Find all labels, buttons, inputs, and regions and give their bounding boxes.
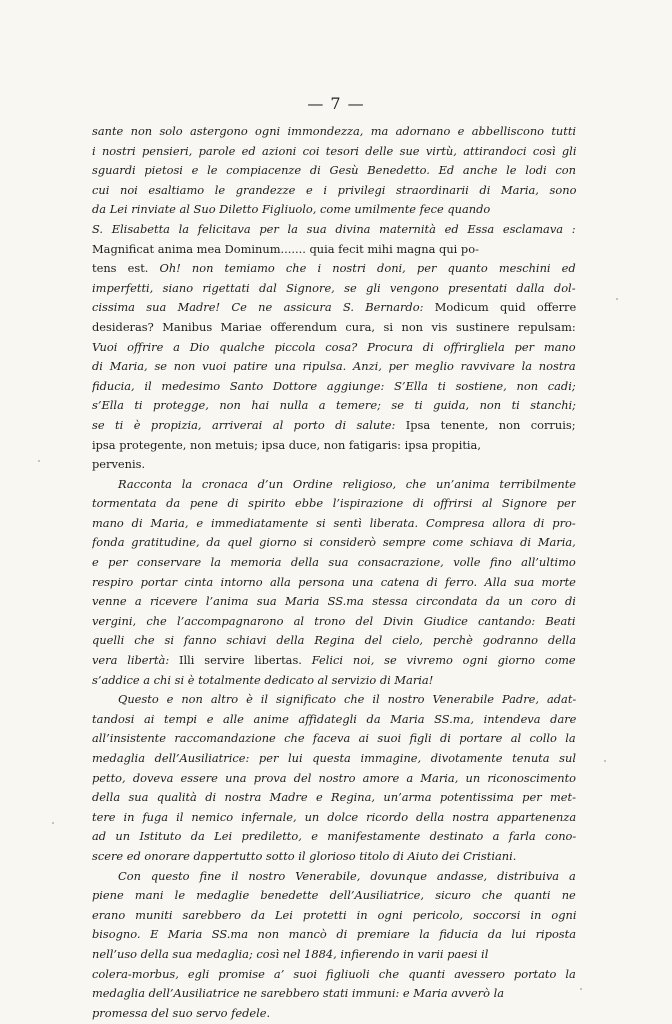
body-text — [92, 122, 576, 1023]
italic-segment: bisogno. E Maria SS.ma non mancò di premiare la fiducia da lui riposta — [92, 927, 576, 942]
italic-segment: ad un Istituto da Lei prediletto, e manifestamente destinato a farla cono- — [92, 829, 576, 844]
text-line — [92, 200, 576, 220]
text-line — [92, 906, 576, 926]
text-line — [92, 357, 576, 377]
text-line — [92, 671, 576, 691]
text-line — [92, 573, 576, 593]
italic-segment: petto, doveva essere una prova del nostro amore a Maria, un riconoscimento — [92, 770, 576, 785]
italic-segment: Con questo fine il nostro Venerabile, dovunque andasse, distribuiva a — [118, 868, 576, 883]
text-line — [92, 749, 576, 769]
scan-speck — [604, 760, 606, 762]
text-line — [92, 984, 576, 1004]
italic-segment: medaglia dell’Ausiliatrice ne sarebbero stati immuni: e Maria avverò la — [92, 986, 505, 1001]
roman-segment: ipsa protegente, non metuis; ipsa duce, non fatigaris: ipsa propitia, — [92, 437, 481, 452]
text-line — [92, 631, 576, 651]
text-line — [92, 338, 576, 358]
italic-segment: Questo e non altro è il significato che il nostro Venerabile Padre, adat- — [118, 692, 576, 707]
italic-segment: vergini, che l’accompagnarono al trono del Divin Giudice cantando: Beati — [92, 613, 576, 628]
italic-segment: fiducia, il medesimo Santo Dottore aggiunge: S’Ella ti sostiene, non cadi; — [92, 378, 576, 393]
roman-segment: Illi servire libertas. — [179, 653, 312, 668]
italic-segment: s’addice a chi si è totalmente dedicato al servizio di Maria! — [92, 672, 434, 687]
italic-segment: respiro portar cinta intorno alla persona una catena di ferro. Alla sua morte — [92, 574, 576, 589]
italic-segment: Felici noi, se vivremo ogni giorno come — [311, 653, 576, 668]
text-line — [92, 377, 576, 397]
text-line — [92, 827, 576, 847]
text-line — [92, 259, 576, 279]
text-line — [92, 318, 576, 338]
text-line — [92, 808, 576, 828]
italic-segment: imperfetti, siano rigettati dal Signore, se gli vengono presentati dalla dol- — [92, 280, 576, 295]
italic-segment: tormentata da pene di spirito ebbe l’ispirazione di offrirsi al Signore per — [92, 496, 576, 511]
roman-segment: Magnificat anima mea Dominum....... quia fecit mihi magna qui po- — [92, 241, 479, 256]
italic-segment: se ti è propizia, arriverai al porto di salute: — [92, 417, 406, 432]
italic-segment: promessa del suo servo fedele. — [92, 1005, 271, 1020]
text-line — [92, 769, 576, 789]
page-number: — 7 — — [307, 94, 365, 113]
text-line — [92, 298, 576, 318]
text-line — [92, 867, 576, 887]
text-line — [92, 788, 576, 808]
italic-segment: e per conservare la memoria della sua consacrazione, volle fino all’ultimo — [92, 555, 576, 570]
text-line — [92, 612, 576, 632]
italic-segment: da Lei rinviate al Suo Diletto Figliuolo, come umilmente fece quando — [92, 202, 491, 217]
text-line — [92, 475, 576, 495]
italic-segment: colera-morbus, egli promise a’ suoi figliuoli che quanti avessero portato la — [92, 966, 576, 981]
text-line — [92, 220, 576, 240]
italic-segment: nell’uso della sua medaglia; così nel 1884, infierendo in varii paesi il — [92, 946, 489, 961]
roman-segment: Modicum quid offerre — [434, 300, 576, 315]
text-line — [92, 925, 576, 945]
text-line — [92, 240, 576, 260]
italic-segment: vera libertà: — [92, 653, 179, 668]
italic-segment: Oh! non temiamo che i nostri doni, per quanto meschini ed — [159, 261, 576, 276]
text-line — [92, 436, 576, 456]
italic-segment: s’Ella ti protegge, non hai nulla a temere; se ti guida, non ti stanchi; — [92, 398, 576, 413]
text-line — [92, 533, 576, 553]
text-line — [92, 494, 576, 514]
italic-segment: i nostri pensieri, parole ed azioni coi tesori delle sue virtù, attirandoci così gli — [92, 143, 576, 158]
text-line — [92, 161, 576, 181]
text-line — [92, 122, 576, 142]
roman-segment: pervenis. — [92, 457, 146, 472]
text-line — [92, 651, 576, 671]
italic-segment: S. Elisabetta la felicitava per la sua divina maternità ed Essa esclamava : — [92, 221, 576, 236]
italic-segment: scere ed onorare dappertutto sotto il glorioso titolo di Aiuto dei Cristiani. — [92, 848, 517, 863]
text-line — [92, 729, 576, 749]
italic-segment: medaglia dell’Ausiliatrice: per lui questa immagine, divotamente tenuta sul — [92, 751, 576, 765]
scan-speck — [580, 988, 582, 990]
italic-segment: cissima sua Madre! Ce ne assicura S. Bernardo: — [92, 300, 435, 315]
italic-segment: sguardi pietosi e le compiacenze di Gesù Benedetto. Ed anche le lodi con — [92, 163, 576, 178]
text-line — [92, 142, 576, 162]
italic-segment: tandosi ai tempi e alle anime affidategli da Maria SS.ma, intendeva dare — [92, 711, 576, 726]
text-line — [92, 690, 576, 710]
italic-segment: Vuoi offrire a Dio qualche piccola cosa? Procura di offrirgliela per mano — [92, 339, 576, 354]
italic-segment: Racconta la cronaca d’un Ordine religioso, che un’anima terribilmente — [118, 476, 576, 491]
scan-speck — [616, 298, 618, 300]
italic-segment: venne a ricevere l’anima sua Maria SS.ma stessa circondata da un coro di — [92, 594, 576, 609]
italic-segment: cui noi esaltiamo le grandezze e i privilegi straordinarii di Maria, sono — [92, 182, 576, 197]
text-line — [92, 710, 576, 730]
text-line — [92, 592, 576, 612]
text-line — [92, 455, 576, 475]
text-line — [92, 416, 576, 436]
text-line — [92, 847, 576, 867]
text-line — [92, 965, 576, 985]
text-line — [92, 279, 576, 299]
text-line — [92, 945, 576, 965]
roman-segment: desideras? Manibus Mariae offerendum cura, si non vis sustinere repulsam: — [92, 319, 576, 334]
italic-segment: all’insistente raccomandazione che faceva ai suoi figli di portare al collo la — [92, 731, 576, 746]
roman-segment: Ipsa tenente, non corruis; — [405, 417, 576, 432]
text-line — [92, 181, 576, 201]
text-line — [92, 553, 576, 573]
italic-segment: della sua qualità di nostra Madre e Regina, un’arma potentissima per met- — [92, 790, 576, 805]
italic-segment: di Maria, se non vuoi patire una ripulsa. Anzi, per meglio ravvivare la nostra — [92, 359, 576, 374]
italic-segment: piene mani le medaglie benedette dell’Ausiliatrice, sicuro che quanti ne — [92, 888, 576, 903]
text-line — [92, 396, 576, 416]
roman-segment: tens est. — [92, 261, 160, 276]
text-line — [92, 514, 576, 534]
italic-segment: quelli che si fanno schiavi della Regina del cielo, perchè godranno della — [92, 633, 576, 648]
scan-speck — [52, 822, 54, 824]
text-line — [92, 1004, 576, 1024]
scan-speck — [38, 460, 40, 462]
text-line — [92, 886, 576, 906]
italic-segment: erano muniti sarebbero da Lei protetti in ogni pericolo, soccorsi in ogni — [92, 907, 576, 922]
italic-segment: fonda gratitudine, da quel giorno si considerò sempre come schiava di Maria, — [92, 535, 576, 550]
italic-segment: sante non solo astergono ogni immondezza, ma adornano e abbelliscono tutti — [92, 124, 576, 138]
italic-segment: tere in fuga il nemico infernale, un dolce ricordo della nostra appartenenza — [92, 809, 576, 824]
italic-segment: mano di Maria, e immediatamente si sentì liberata. Compresa allora di pro- — [92, 515, 576, 530]
